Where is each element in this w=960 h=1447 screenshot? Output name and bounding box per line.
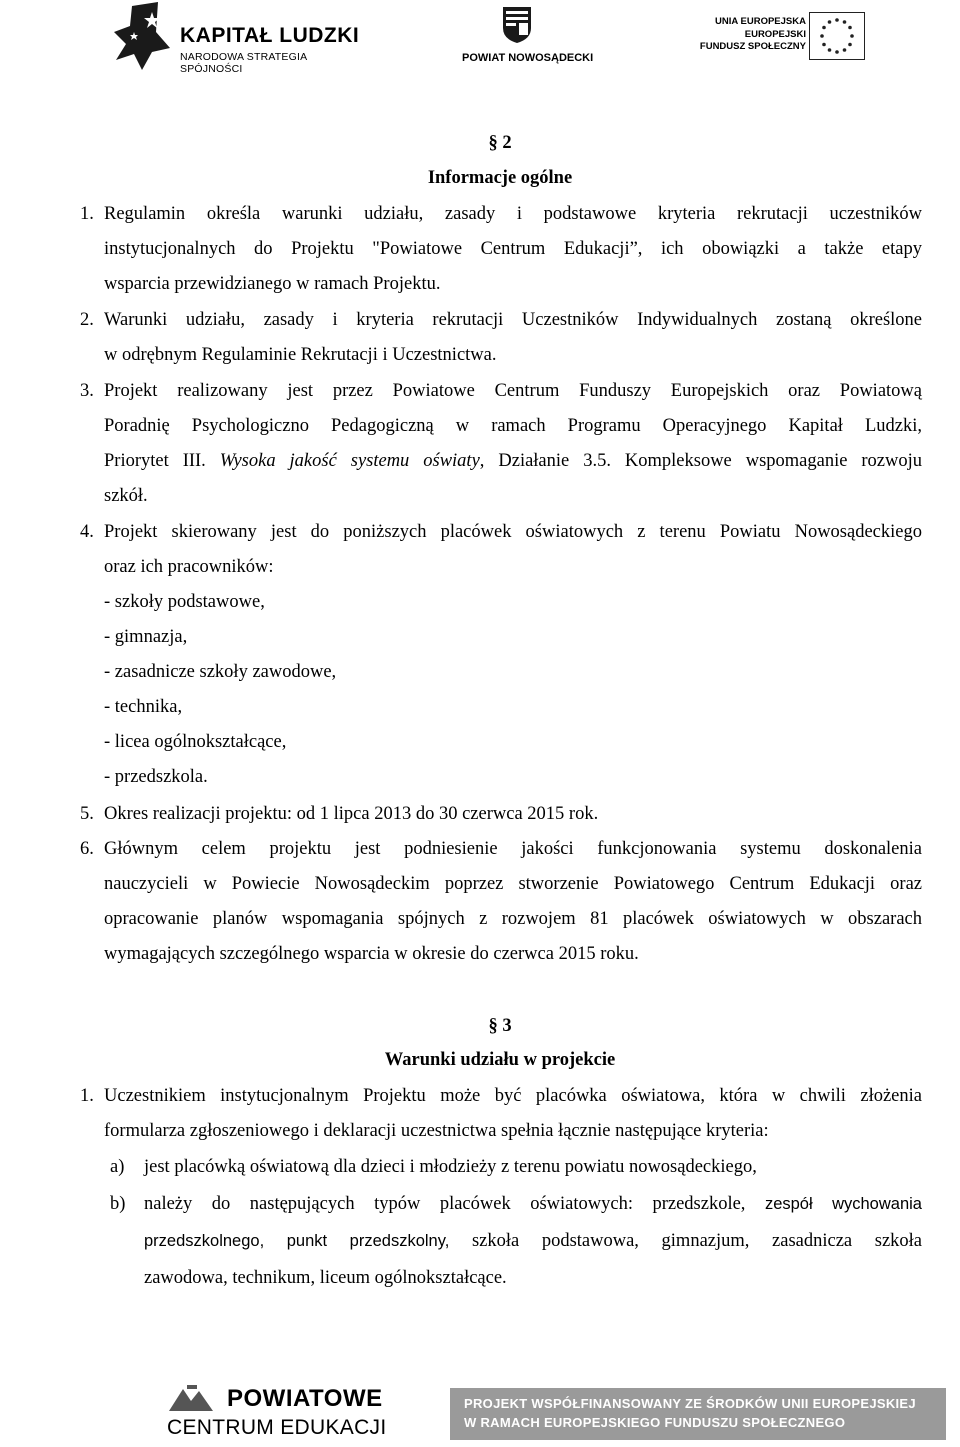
paragraph-s3-item-1 (104, 1079, 922, 1149)
text-line: szkół. (104, 486, 148, 506)
eu-line-1: UNIA EUROPEJSKA (715, 16, 806, 27)
paragraph-item-6 (104, 832, 922, 972)
list-item: - gimnazja, (104, 627, 188, 647)
paragraph-item-2 (104, 303, 922, 373)
list-item: - zasadnicze szkoły zawodowe, (104, 662, 337, 682)
text-fragment: , Działanie 3.5. Kompleksowe wspomaganie rozwoju (479, 451, 922, 471)
list-item: - technika, (104, 697, 183, 717)
eu-line-2: EUROPEJSKI (744, 28, 806, 40)
text-line: Regulamin określa warunki udziału, zasady i podstawowe kryteria rekrutacji uczestników (104, 204, 922, 224)
text-line: oraz ich pracowników: (104, 557, 274, 577)
text-line: Warunki udziału, zasady i kryteria rekrutacji Uczestników Indywidualnych zostaną określone (104, 310, 922, 330)
powiat-name: POWIAT NOWOSĄDECKI (462, 52, 594, 64)
item-number: 1. (80, 1086, 94, 1106)
eu-text (700, 16, 806, 54)
item-number: 2. (80, 310, 94, 330)
section-3-number: § 3 (488, 1016, 512, 1036)
text-fragment: Priorytet III. (104, 451, 220, 471)
kapital-ludzki-logo (112, 2, 362, 74)
powiat-coat-of-arms-icon (502, 6, 532, 44)
text-line: formularza zgłoszeniowego i deklaracji uczestnictwa spełnia łącznie następujące kryteria: (104, 1121, 769, 1141)
text-line: Projekt realizowany jest przez Powiatowe Centrum Funduszy Europejskich oraz Powiatową (104, 381, 922, 401)
powiatowe-centrum-edukacji-logo (165, 1383, 425, 1443)
item-number: 1. (80, 204, 94, 224)
text-line (144, 1187, 922, 1222)
text-line: instytucjonalnych do Projektu "Powiatowe Centrum Edukacji”, ich obowiązki a także etapy (104, 239, 922, 259)
list-item: - przedszkola. (104, 767, 208, 787)
text-line: Uczestnikiem instytucjonalnym Projektu może być placówka oświatowa, która w chwili złożenia (104, 1086, 922, 1106)
text-line: nauczycieli w Powiecie Nowosądeckim poprzez stworzenie Powiatowego Centrum Edukacji oraz (104, 874, 922, 894)
section-2-title: Informacje ogólne (427, 168, 573, 188)
text-line: zawodowa, technikum, liceum ogólnokształcące. (144, 1268, 507, 1288)
text-fragment: należy do następujących typów placówek oświatowych: przedszkole, (144, 1194, 765, 1214)
banner-line-1: PROJEKT WSPÓŁFINANSOWANY ZE ŚRODKÓW UNII EUROPEJSKIEJ (464, 1396, 916, 1411)
sub-item-letter: b) (110, 1194, 126, 1214)
paragraph-item-1 (104, 197, 922, 302)
text-line: wsparcia przewidzianego w ramach Projektu. (104, 274, 441, 294)
item-number: 3. (80, 381, 94, 401)
item-number: 6. (80, 839, 94, 859)
paragraph-item-4 (104, 515, 922, 795)
text-fragment: szkoła podstawowa, gimnazjum, zasadnicza szkoła (449, 1231, 923, 1251)
text-line (104, 444, 922, 479)
text-line: Głównym celem projektu jest podniesienie jakości funkcjonowania systemu doskonalenia (104, 839, 922, 859)
pce-top-text: POWIATOWE (227, 1385, 383, 1412)
kapital-ludzki-emblem-icon (112, 2, 174, 74)
text-fragment: przedszkolnego, punkt przedszkolny, (144, 1232, 450, 1250)
text-fragment: zespół wychowania (764, 1195, 922, 1213)
sub-item-b (144, 1187, 922, 1296)
text-line: wymagających szczególnego wsparcia w okresie do czerwca 2015 roku. (104, 944, 639, 964)
text-line: Projekt skierowany jest do poniższych placówek oświatowych z terenu Powiatu Nowosądeckiego (104, 522, 922, 542)
section-3-title: Warunki udziału w projekcie (384, 1050, 616, 1070)
sub-item-a (144, 1150, 922, 1185)
pce-bottom-text: CENTRUM EDUKACJI (167, 1416, 387, 1439)
text-line: opracowanie planów wspomagania spójnych z rozwojem 81 placówek oświatowych w obszarach (104, 909, 922, 929)
kapital-ludzki-title: KAPITAŁ LUDZKI (180, 24, 360, 47)
item-number: 5. (80, 804, 94, 824)
paragraph-item-5 (104, 797, 922, 832)
text-line: Okres realizacji projektu: od 1 lipca 2013 do 30 czerwca 2015 rok. (104, 804, 599, 824)
eu-flag-icon (809, 12, 865, 60)
banner-line-2: W RAMACH EUROPEJSKIEGO FUNDUSZU SPOŁECZNEGO (464, 1415, 846, 1430)
item-number: 4. (80, 522, 94, 542)
italic-priority-name: Wysoka jakość systemu oświaty (219, 451, 480, 471)
text-line: jest placówką oświatową dla dzieci i młodzieży z terenu powiatu nowosądeckiego, (144, 1157, 757, 1177)
page-footer (0, 1380, 960, 1447)
list-item: - licea ogólnokształcące, (104, 732, 287, 752)
sub-item-letter: a) (110, 1157, 125, 1177)
eu-line-3: FUNDUSZ SPOŁECZNY (699, 41, 806, 52)
text-line: Poradnię Psychologiczno Pedagogiczną w ramach Programu Operacyjnego Kapitał Ludzki, (104, 416, 922, 436)
pce-emblem-icon (165, 1383, 223, 1415)
eu-logo (692, 12, 872, 72)
paragraph-item-3 (104, 374, 922, 514)
cofinancing-banner (450, 1388, 946, 1440)
powiat-nowosadecki-logo (455, 6, 594, 76)
section-2-number: § 2 (488, 133, 512, 153)
text-line: w odrębnym Regulaminie Rekrutacji i Uczestnictwa. (104, 345, 497, 365)
text-line (144, 1224, 922, 1259)
list-item: - szkoły podstawowe, (104, 592, 265, 612)
page-header (0, 0, 960, 90)
kapital-ludzki-subtitle: NARODOWA STRATEGIA SPÓJNOŚCI (180, 51, 307, 75)
